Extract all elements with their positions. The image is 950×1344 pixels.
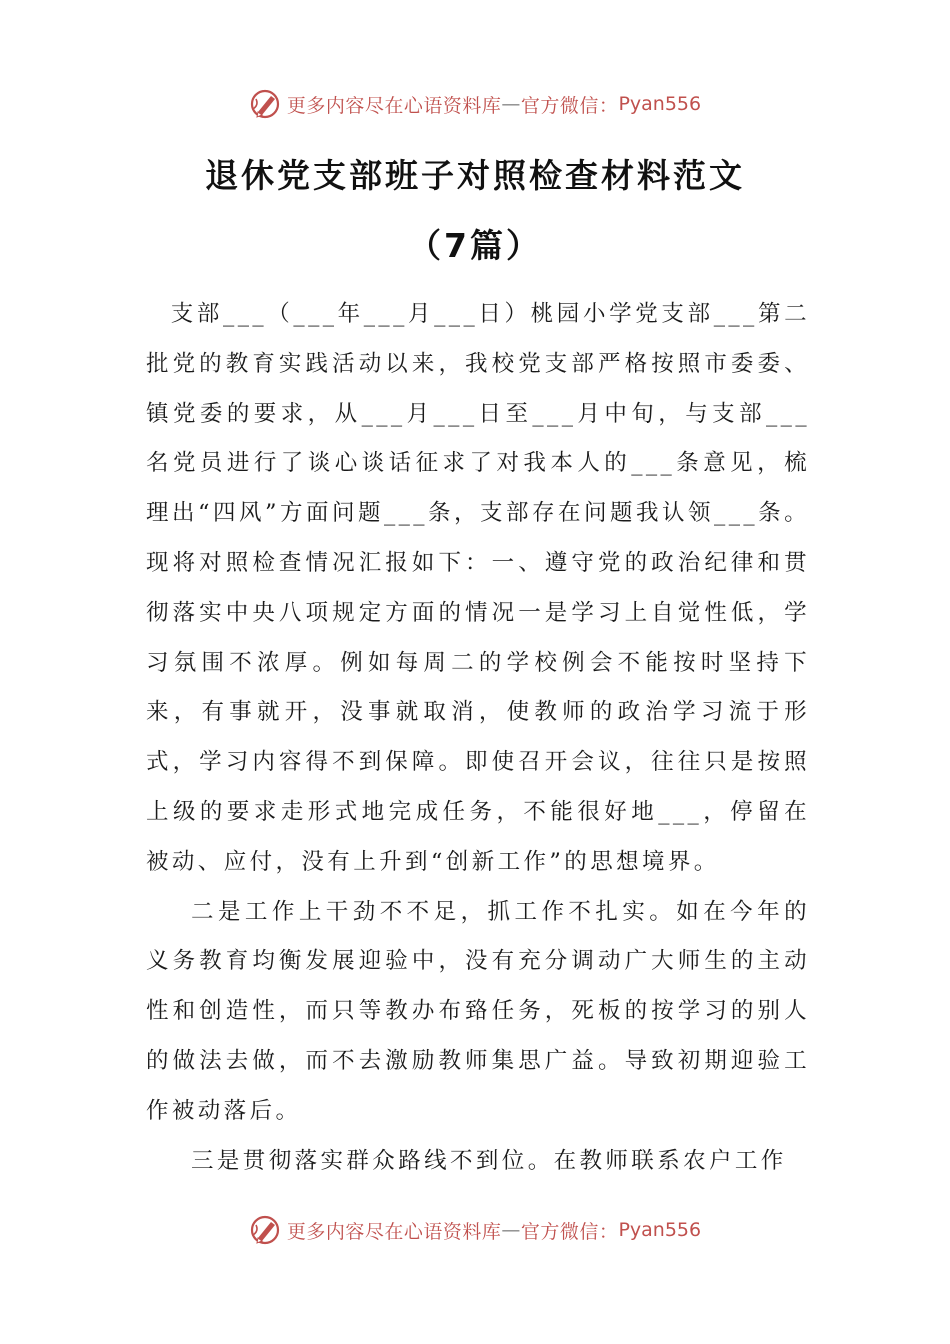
document-body (146, 290, 810, 1186)
paragraph-1: 支部___（___年___月___日）桃园小学党支部___第二批党的教育实践活动以来，我校党支部严格按照市委委、镇党委的要求，从___月___日至___月中旬，与支部___名党员进行了谈心谈话征求了对我本人的___条意见，梳理出“四风”方面问题___条，支部存在问题我认领___条。现将对照检查情况汇报如下：一、遵守党的政治纪律和贯彻落实中央八项规定方面的情况一是学习上自觉性低，学习氛围不浓厚。例如每周二的学校例会不能按时坚持下来，有事就开，没事就取消，使教师的政治学习流于形式，学习内容得不到保障。即使召开会议，往往只是按照上级的要求走形式地完成任务，不能很好地___，停留在被动、应付，没有上升到“创新工作”的思想境界。 (146, 301, 810, 875)
document-subtitle: （7篇） (408, 226, 542, 265)
paragraph-2: 二是工作上干劲不不足，抓工作不扎实。如在今年的义务教育均衡发展迎验中，没有充分调动广大师生的主动性和创造性，而只等教办布臵任务，死板的按学习的别人的做法去做，而不去激励教师集思广益。导致初期迎验工作被动落后。 (146, 898, 810, 1124)
watermark-footer (0, 1208, 950, 1252)
watermark-brand: 更多内容尽在心语资料库 (286, 94, 502, 117)
watermark-handle: Pyan556 (618, 1219, 702, 1241)
watermark-brand: 更多内容尽在心语资料库 (286, 1220, 502, 1243)
watermark-header (0, 82, 950, 126)
watermark-separator: — (501, 93, 521, 115)
pen-logo-icon (249, 1213, 283, 1247)
paragraph-3: 三是贯彻落实群众路线不到位。在教师联系农户工作 (191, 1147, 787, 1174)
pen-logo-icon (249, 87, 283, 121)
document-title: 退休党支部班子对照检查材料范文 (205, 156, 745, 195)
watermark-wechat-label: 官方微信： (520, 1220, 619, 1243)
watermark-separator: — (501, 1219, 521, 1241)
watermark-handle: Pyan556 (618, 93, 702, 115)
watermark-wechat-label: 官方微信： (520, 94, 619, 117)
